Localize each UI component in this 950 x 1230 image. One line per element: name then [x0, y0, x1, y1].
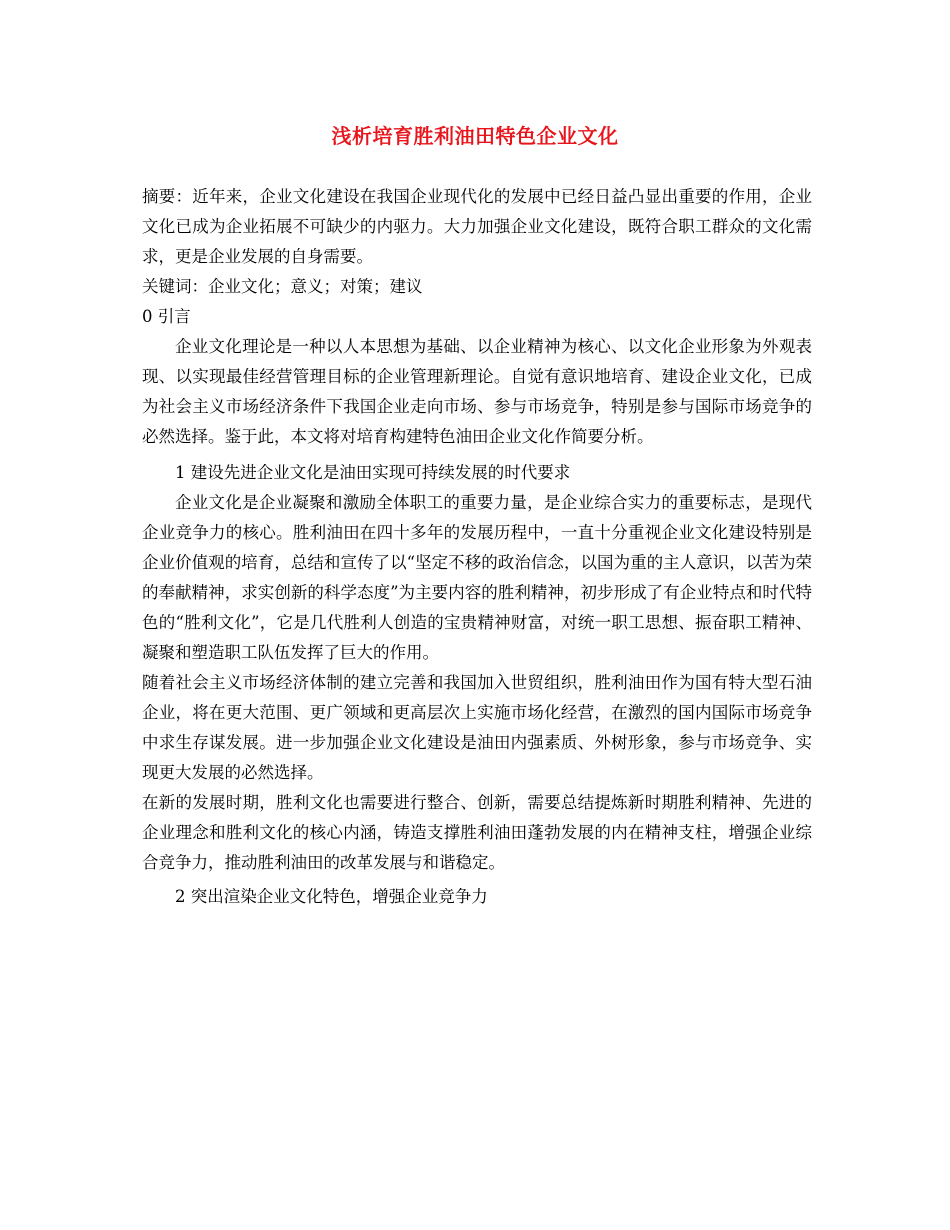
- section-1-heading: 1 建设先进企业文化是油田实现可持续发展的时代要求: [175, 463, 571, 482]
- intro-heading: 0 引言: [142, 307, 191, 326]
- intro-paragraph: 企业文化理论是一种以人本思想为基础、以企业精神为核心、以文化企业形象为外观表现、以实现最佳经营管理目标的企业管理新理论。自觉有意识地培育、建设企业文化，已成为社会主义市场经济条件下我国企业走向市场、参与市场竞争，特别是参与国际市场竞争的必然选择。鉴于此，本文将对培育构建特色油田企业文化作简要分析。: [142, 337, 812, 446]
- section-1-paragraph-1: 企业文化是企业凝聚和激励全体职工的重要力量，是企业综合实力的重要标志，是现代企业竞争力的核心。胜利油田在四十多年的发展历程中，一直十分重视企业文化建设特别是企业价值观的培育，总结和宣传了以“坚定不移的政治信念，以国为重的主人意识，以苦为荣的奉献精神，求实创新的科学态度”为主要内容的胜利精神，初步形成了有企业特点和时代特色的“胜利文化”，它是几代胜利人创造的宝贵精神财富，对统一职工思想、振奋职工精神、凝聚和塑造职工队伍发挥了巨大的作用。: [142, 493, 812, 662]
- keywords-line: 关键词：企业文化；意义；对策；建议: [142, 277, 423, 296]
- abstract-paragraph: 摘要：近年来，企业文化建设在我国企业现代化的发展中已经日益凸显出重要的作用，企业文化已成为企业拓展不可缺少的内驱力。大力加强企业文化建设，既符合职工群众的文化需求，更是企业发展的自身需要。: [142, 187, 812, 266]
- section-1-paragraph-3: 在新的发展时期，胜利文化也需要进行整合、创新，需要总结提炼新时期胜利精神、先进的企业理念和胜利文化的核心内涵，铸造支撑胜利油田蓬勃发展的内在精神支柱，增强企业综合竞争力，推动胜利油田的改革发展与和谐稳定。: [142, 793, 812, 872]
- document-body: [142, 182, 812, 912]
- section-2-heading: 2 突出渲染企业文化特色，增强企业竞争力: [175, 887, 488, 906]
- document-title: 浅析培育胜利油田特色企业文化: [331, 124, 619, 148]
- section-1-paragraph-2: 随着社会主义市场经济体制的建立完善和我国加入世贸组织，胜利油田作为国有特大型石油企业，将在更大范围、更广领域和更高层次上实施市场化经营，在激烈的国内国际市场竞争中求生存谋发展。进一步加强企业文化建设是油田内强素质、外树形象，参与市场竞争、实现更大发展的必然选择。: [142, 673, 812, 782]
